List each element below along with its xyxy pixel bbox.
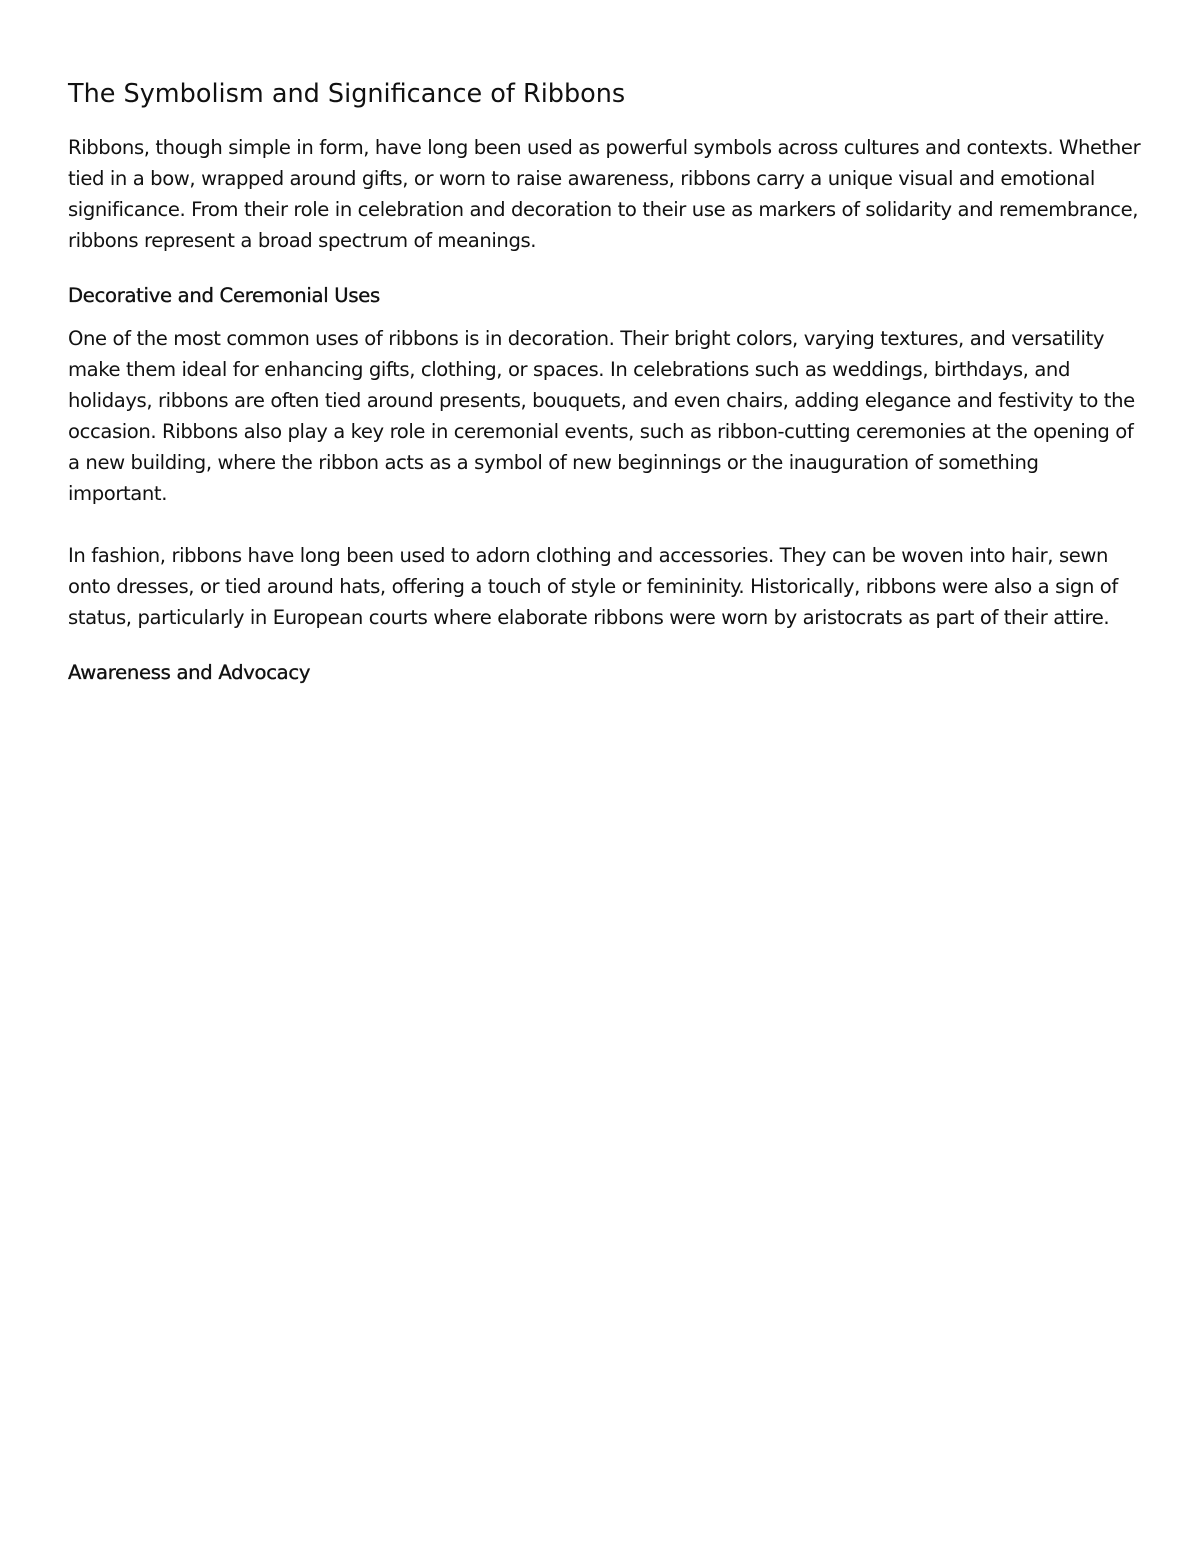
spacer (68, 509, 1143, 540)
section-heading-awareness: Awareness and Advocacy (68, 661, 311, 684)
paragraph-fashion: In fashion, ribbons have long been used to adorn clothing and accessories. They can be woven into hair, sewn onto dresses, or tied around hats, offering a touch of style or femininity. Historically, ribbons were also a sign of status, particularly in European courts where elaborate ribbons were worn by aristocrats as part of their attire. (68, 544, 1118, 629)
document-title: The Symbolism and Significance of Ribbons (68, 79, 626, 109)
spacer (68, 633, 1143, 657)
paragraph-decoration: One of the most common uses of ribbons is in decoration. Their bright colors, varying textures, and versatility make them ideal for enhancing gifts, clothing, or spaces. In celebrations such as weddings, birthdays, and holidays, ribbons are often tied around presents, bouquets, and even chairs, adding elegance and festivity to the occasion. Ribbons also play a key role in ceremonial events, such as ribbon-cutting ceremonies at the opening of a new building, where the ribbon acts as a symbol of new beginnings or the inauguration of something important. (68, 327, 1135, 505)
spacer (68, 256, 1143, 280)
intro-paragraph: Ribbons, though simple in form, have long been used as powerful symbols across cultures and contexts. Whether tied in a bow, wrapped around gifts, or worn to raise awareness, ribbons carry a unique visual and emotional significance. From their role in celebration and decoration to their use as markers of solidarity and remembrance, ribbons represent a broad spectrum of meanings. (68, 136, 1141, 252)
document-page (68, 74, 1143, 688)
section-heading-decorative: Decorative and Ceremonial Uses (68, 284, 380, 307)
spacer (68, 311, 1143, 323)
